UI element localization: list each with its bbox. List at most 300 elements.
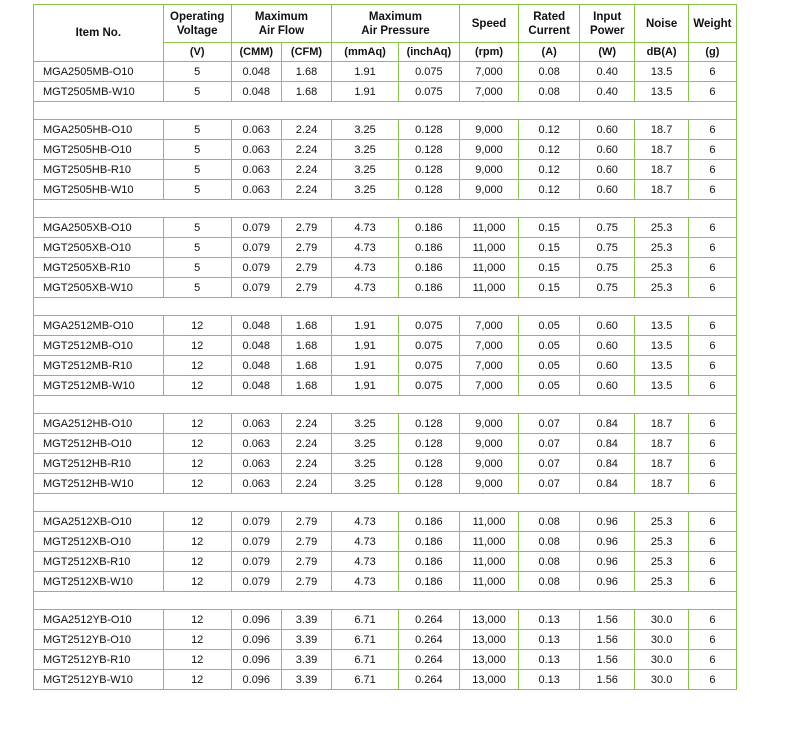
value-cell: 5 (163, 120, 231, 140)
value-cell: 3.39 (281, 630, 331, 650)
value-cell: 0.186 (399, 532, 460, 552)
header-power (580, 5, 635, 43)
group-separator (34, 298, 737, 316)
value-cell: 0.15 (519, 238, 580, 258)
value-cell: 0.075 (399, 82, 460, 102)
value-cell: 0.84 (580, 454, 635, 474)
value-cell: 0.05 (519, 376, 580, 396)
value-cell: 6 (688, 62, 736, 82)
value-cell: 0.128 (399, 140, 460, 160)
value-cell: 6.71 (332, 630, 399, 650)
value-cell: 18.7 (635, 140, 688, 160)
value-cell: 5 (163, 278, 231, 298)
value-cell: 0.75 (580, 218, 635, 238)
item-number-cell: MGT2505XB-O10 (34, 238, 164, 258)
value-cell: 6 (688, 278, 736, 298)
unit-cell: (g) (688, 43, 736, 62)
value-cell: 0.186 (399, 552, 460, 572)
value-cell: 0.12 (519, 120, 580, 140)
value-cell: 0.60 (580, 336, 635, 356)
value-cell: 18.7 (635, 414, 688, 434)
group-separator (34, 102, 737, 120)
item-number-cell: MGA2512MB-O10 (34, 316, 164, 336)
item-number-cell: MGT2512YB-O10 (34, 630, 164, 650)
value-cell: 0.128 (399, 414, 460, 434)
value-cell: 6 (688, 610, 736, 630)
value-cell: 0.128 (399, 180, 460, 200)
value-cell: 13,000 (459, 610, 519, 630)
value-cell: 2.24 (281, 160, 331, 180)
value-cell: 0.84 (580, 474, 635, 494)
value-cell: 0.96 (580, 512, 635, 532)
value-cell: 3.39 (281, 650, 331, 670)
value-cell: 2.79 (281, 572, 331, 592)
value-cell: 0.128 (399, 474, 460, 494)
value-cell: 12 (163, 376, 231, 396)
value-cell: 0.063 (231, 140, 281, 160)
item-number-cell: MGA2505XB-O10 (34, 218, 164, 238)
value-cell: 12 (163, 434, 231, 454)
value-cell: 30.0 (635, 630, 688, 650)
value-cell: 13.5 (635, 316, 688, 336)
value-cell: 18.7 (635, 454, 688, 474)
value-cell: 4.73 (332, 218, 399, 238)
value-cell: 12 (163, 356, 231, 376)
item-number-cell: MGT2512XB-O10 (34, 532, 164, 552)
value-cell: 0.60 (580, 356, 635, 376)
fan-spec-table (33, 4, 737, 690)
value-cell: 0.079 (231, 512, 281, 532)
value-cell: 12 (163, 414, 231, 434)
value-cell: 6 (688, 120, 736, 140)
table-row (34, 532, 737, 552)
value-cell: 9,000 (459, 474, 519, 494)
value-cell: 30.0 (635, 610, 688, 630)
value-cell: 0.08 (519, 62, 580, 82)
value-cell: 9,000 (459, 414, 519, 434)
header-airflow-line1: Maximum (254, 10, 308, 23)
value-cell: 11,000 (459, 512, 519, 532)
value-cell: 1.91 (332, 336, 399, 356)
value-cell: 18.7 (635, 434, 688, 454)
value-cell: 7,000 (459, 356, 519, 376)
value-cell: 0.079 (231, 258, 281, 278)
item-number-cell: MGT2512HB-W10 (34, 474, 164, 494)
value-cell: 6 (688, 376, 736, 396)
value-cell: 6 (688, 238, 736, 258)
value-cell: 2.79 (281, 238, 331, 258)
value-cell: 7,000 (459, 62, 519, 82)
value-cell: 0.264 (399, 630, 460, 650)
value-cell: 5 (163, 140, 231, 160)
value-cell: 2.24 (281, 474, 331, 494)
header-noise: Noise (635, 5, 688, 43)
value-cell: 4.73 (332, 278, 399, 298)
separator-cell (34, 102, 737, 120)
value-cell: 0.07 (519, 414, 580, 434)
value-cell: 13.5 (635, 336, 688, 356)
table-row (34, 316, 737, 336)
value-cell: 3.25 (332, 140, 399, 160)
value-cell: 13.5 (635, 82, 688, 102)
value-cell: 0.75 (580, 278, 635, 298)
value-cell: 6 (688, 474, 736, 494)
value-cell: 5 (163, 160, 231, 180)
value-cell: 0.75 (580, 258, 635, 278)
unit-cell: (rpm) (459, 43, 519, 62)
table-row (34, 62, 737, 82)
table-row (34, 238, 737, 258)
value-cell: 0.96 (580, 572, 635, 592)
value-cell: 6 (688, 336, 736, 356)
value-cell: 0.075 (399, 356, 460, 376)
value-cell: 6 (688, 650, 736, 670)
value-cell: 12 (163, 512, 231, 532)
value-cell: 5 (163, 82, 231, 102)
value-cell: 0.13 (519, 610, 580, 630)
value-cell: 2.24 (281, 414, 331, 434)
value-cell: 18.7 (635, 474, 688, 494)
value-cell: 6 (688, 258, 736, 278)
value-cell: 0.84 (580, 434, 635, 454)
item-number-cell: MGT2505HB-R10 (34, 160, 164, 180)
value-cell: 1.91 (332, 82, 399, 102)
item-number-cell: MGT2512YB-W10 (34, 670, 164, 690)
header-current (519, 5, 580, 43)
value-cell: 25.3 (635, 512, 688, 532)
value-cell: 0.08 (519, 532, 580, 552)
value-cell: 12 (163, 670, 231, 690)
value-cell: 0.40 (580, 62, 635, 82)
value-cell: 12 (163, 532, 231, 552)
group-separator (34, 494, 737, 512)
value-cell: 11,000 (459, 552, 519, 572)
unit-cell: dB(A) (635, 43, 688, 62)
header-power-line2: Power (589, 24, 625, 37)
value-cell: 12 (163, 552, 231, 572)
value-cell: 0.096 (231, 650, 281, 670)
value-cell: 0.186 (399, 218, 460, 238)
unit-cell: (V) (163, 43, 231, 62)
value-cell: 0.05 (519, 356, 580, 376)
value-cell: 0.60 (580, 140, 635, 160)
value-cell: 25.3 (635, 552, 688, 572)
value-cell: 6 (688, 434, 736, 454)
table-row (34, 650, 737, 670)
value-cell: 13.5 (635, 376, 688, 396)
value-cell: 0.128 (399, 120, 460, 140)
value-cell: 6.71 (332, 650, 399, 670)
item-number-cell: MGT2512XB-R10 (34, 552, 164, 572)
header-speed: Speed (459, 5, 519, 43)
value-cell: 13,000 (459, 650, 519, 670)
value-cell: 0.264 (399, 610, 460, 630)
value-cell: 6.71 (332, 670, 399, 690)
item-number-cell: MGT2512HB-R10 (34, 454, 164, 474)
value-cell: 13,000 (459, 670, 519, 690)
value-cell: 1.68 (281, 82, 331, 102)
value-cell: 0.13 (519, 630, 580, 650)
value-cell: 6 (688, 454, 736, 474)
value-cell: 6 (688, 180, 736, 200)
value-cell: 0.08 (519, 512, 580, 532)
value-cell: 0.079 (231, 572, 281, 592)
value-cell: 1.56 (580, 610, 635, 630)
value-cell: 4.73 (332, 512, 399, 532)
value-cell: 2.24 (281, 120, 331, 140)
value-cell: 0.13 (519, 670, 580, 690)
value-cell: 13,000 (459, 630, 519, 650)
value-cell: 0.186 (399, 258, 460, 278)
value-cell: 30.0 (635, 670, 688, 690)
table-row (34, 552, 737, 572)
header-pressure (332, 5, 460, 43)
item-number-cell: MGT2505HB-O10 (34, 140, 164, 160)
table-row (34, 610, 737, 630)
value-cell: 12 (163, 316, 231, 336)
value-cell: 0.096 (231, 610, 281, 630)
value-cell: 0.186 (399, 238, 460, 258)
value-cell: 2.79 (281, 532, 331, 552)
value-cell: 0.60 (580, 376, 635, 396)
value-cell: 1.56 (580, 670, 635, 690)
value-cell: 5 (163, 258, 231, 278)
value-cell: 0.07 (519, 474, 580, 494)
header-row (34, 5, 737, 43)
value-cell: 3.25 (332, 454, 399, 474)
group-separator (34, 396, 737, 414)
value-cell: 30.0 (635, 650, 688, 670)
header-voltage-line1: Operating (170, 10, 225, 23)
value-cell: 12 (163, 336, 231, 356)
value-cell: 0.063 (231, 454, 281, 474)
value-cell: 6 (688, 572, 736, 592)
table-row (34, 120, 737, 140)
value-cell: 1.56 (580, 630, 635, 650)
value-cell: 9,000 (459, 160, 519, 180)
value-cell: 0.12 (519, 160, 580, 180)
header-current-line2: Current (528, 24, 570, 37)
value-cell: 0.12 (519, 140, 580, 160)
value-cell: 0.186 (399, 572, 460, 592)
value-cell: 5 (163, 238, 231, 258)
separator-cell (34, 396, 737, 414)
value-cell: 1.91 (332, 62, 399, 82)
item-number-cell: MGT2505XB-R10 (34, 258, 164, 278)
value-cell: 0.186 (399, 278, 460, 298)
value-cell: 6 (688, 160, 736, 180)
table-row (34, 140, 737, 160)
value-cell: 0.186 (399, 512, 460, 532)
item-number-cell: MGA2512XB-O10 (34, 512, 164, 532)
value-cell: 0.07 (519, 454, 580, 474)
header-voltage (163, 5, 231, 43)
item-number-cell: MGT2512MB-W10 (34, 376, 164, 396)
table-row (34, 414, 737, 434)
value-cell: 12 (163, 454, 231, 474)
header-current-line1: Rated (533, 10, 566, 23)
unit-cell: (W) (580, 43, 635, 62)
value-cell: 11,000 (459, 572, 519, 592)
table-row (34, 180, 737, 200)
value-cell: 0.08 (519, 552, 580, 572)
value-cell: 7,000 (459, 316, 519, 336)
value-cell: 18.7 (635, 160, 688, 180)
value-cell: 11,000 (459, 278, 519, 298)
value-cell: 12 (163, 572, 231, 592)
header-weight: Weight (688, 5, 736, 43)
value-cell: 0.60 (580, 160, 635, 180)
separator-cell (34, 298, 737, 316)
value-cell: 3.25 (332, 160, 399, 180)
value-cell: 0.128 (399, 454, 460, 474)
table-row (34, 454, 737, 474)
value-cell: 6 (688, 552, 736, 572)
value-cell: 0.079 (231, 218, 281, 238)
value-cell: 0.075 (399, 62, 460, 82)
table-row (34, 160, 737, 180)
separator-cell (34, 200, 737, 218)
header-item-no: Item No. (34, 5, 164, 62)
value-cell: 12 (163, 630, 231, 650)
value-cell: 2.79 (281, 278, 331, 298)
group-separator (34, 200, 737, 218)
value-cell: 2.79 (281, 258, 331, 278)
value-cell: 0.048 (231, 376, 281, 396)
value-cell: 0.08 (519, 572, 580, 592)
value-cell: 6 (688, 82, 736, 102)
value-cell: 5 (163, 180, 231, 200)
value-cell: 3.25 (332, 434, 399, 454)
value-cell: 12 (163, 474, 231, 494)
value-cell: 0.048 (231, 336, 281, 356)
value-cell: 11,000 (459, 532, 519, 552)
value-cell: 1.68 (281, 356, 331, 376)
value-cell: 0.096 (231, 630, 281, 650)
table-row (34, 512, 737, 532)
header-power-line1: Input (593, 10, 622, 23)
value-cell: 0.05 (519, 316, 580, 336)
value-cell: 0.063 (231, 180, 281, 200)
value-cell: 3.25 (332, 180, 399, 200)
value-cell: 0.079 (231, 532, 281, 552)
table-row (34, 258, 737, 278)
value-cell: 0.128 (399, 434, 460, 454)
group-separator (34, 592, 737, 610)
value-cell: 1.68 (281, 336, 331, 356)
value-cell: 13.5 (635, 356, 688, 376)
value-cell: 18.7 (635, 180, 688, 200)
value-cell: 1.56 (580, 650, 635, 670)
table-row (34, 82, 737, 102)
table-row (34, 572, 737, 592)
value-cell: 7,000 (459, 82, 519, 102)
value-cell: 0.60 (580, 120, 635, 140)
value-cell: 5 (163, 218, 231, 238)
value-cell: 0.075 (399, 316, 460, 336)
value-cell: 11,000 (459, 238, 519, 258)
table-row (34, 376, 737, 396)
value-cell: 11,000 (459, 218, 519, 238)
header-pressure-line2: Air Pressure (361, 24, 430, 37)
value-cell: 0.063 (231, 160, 281, 180)
unit-cell: (A) (519, 43, 580, 62)
value-cell: 18.7 (635, 120, 688, 140)
item-number-cell: MGT2512XB-W10 (34, 572, 164, 592)
value-cell: 0.15 (519, 258, 580, 278)
value-cell: 0.048 (231, 316, 281, 336)
value-cell: 0.063 (231, 414, 281, 434)
value-cell: 6.71 (332, 610, 399, 630)
value-cell: 3.39 (281, 670, 331, 690)
value-cell: 6 (688, 532, 736, 552)
value-cell: 2.24 (281, 454, 331, 474)
header-airflow (231, 5, 331, 43)
value-cell: 6 (688, 670, 736, 690)
table-row (34, 336, 737, 356)
value-cell: 0.264 (399, 650, 460, 670)
value-cell: 0.96 (580, 532, 635, 552)
unit-cell: (inchAq) (399, 43, 460, 62)
item-number-cell: MGT2512MB-O10 (34, 336, 164, 356)
value-cell: 6 (688, 512, 736, 532)
value-cell: 6 (688, 316, 736, 336)
value-cell: 0.048 (231, 62, 281, 82)
value-cell: 0.75 (580, 238, 635, 258)
item-number-cell: MGT2505XB-W10 (34, 278, 164, 298)
value-cell: 9,000 (459, 434, 519, 454)
item-number-cell: MGA2512YB-O10 (34, 610, 164, 630)
value-cell: 0.079 (231, 552, 281, 572)
value-cell: 4.73 (332, 258, 399, 278)
value-cell: 0.063 (231, 474, 281, 494)
value-cell: 9,000 (459, 180, 519, 200)
value-cell: 3.25 (332, 414, 399, 434)
table-row (34, 474, 737, 494)
value-cell: 9,000 (459, 120, 519, 140)
value-cell: 0.08 (519, 82, 580, 102)
value-cell: 3.25 (332, 120, 399, 140)
value-cell: 0.84 (580, 414, 635, 434)
value-cell: 6 (688, 140, 736, 160)
value-cell: 1.91 (332, 376, 399, 396)
value-cell: 0.096 (231, 670, 281, 690)
item-number-cell: MGT2512HB-O10 (34, 434, 164, 454)
unit-cell: (mmAq) (332, 43, 399, 62)
value-cell: 3.25 (332, 474, 399, 494)
value-cell: 0.13 (519, 650, 580, 670)
value-cell: 4.73 (332, 238, 399, 258)
value-cell: 1.91 (332, 316, 399, 336)
value-cell: 4.73 (332, 572, 399, 592)
unit-cell: (CMM) (231, 43, 281, 62)
separator-cell (34, 592, 737, 610)
value-cell: 12 (163, 650, 231, 670)
item-number-cell: MGT2512YB-R10 (34, 650, 164, 670)
value-cell: 0.12 (519, 180, 580, 200)
table-row (34, 218, 737, 238)
table-row (34, 670, 737, 690)
value-cell: 25.3 (635, 218, 688, 238)
value-cell: 12 (163, 610, 231, 630)
value-cell: 4.73 (332, 532, 399, 552)
value-cell: 6 (688, 356, 736, 376)
value-cell: 0.96 (580, 552, 635, 572)
value-cell: 0.15 (519, 218, 580, 238)
value-cell: 1.68 (281, 62, 331, 82)
value-cell: 11,000 (459, 258, 519, 278)
value-cell: 2.24 (281, 434, 331, 454)
